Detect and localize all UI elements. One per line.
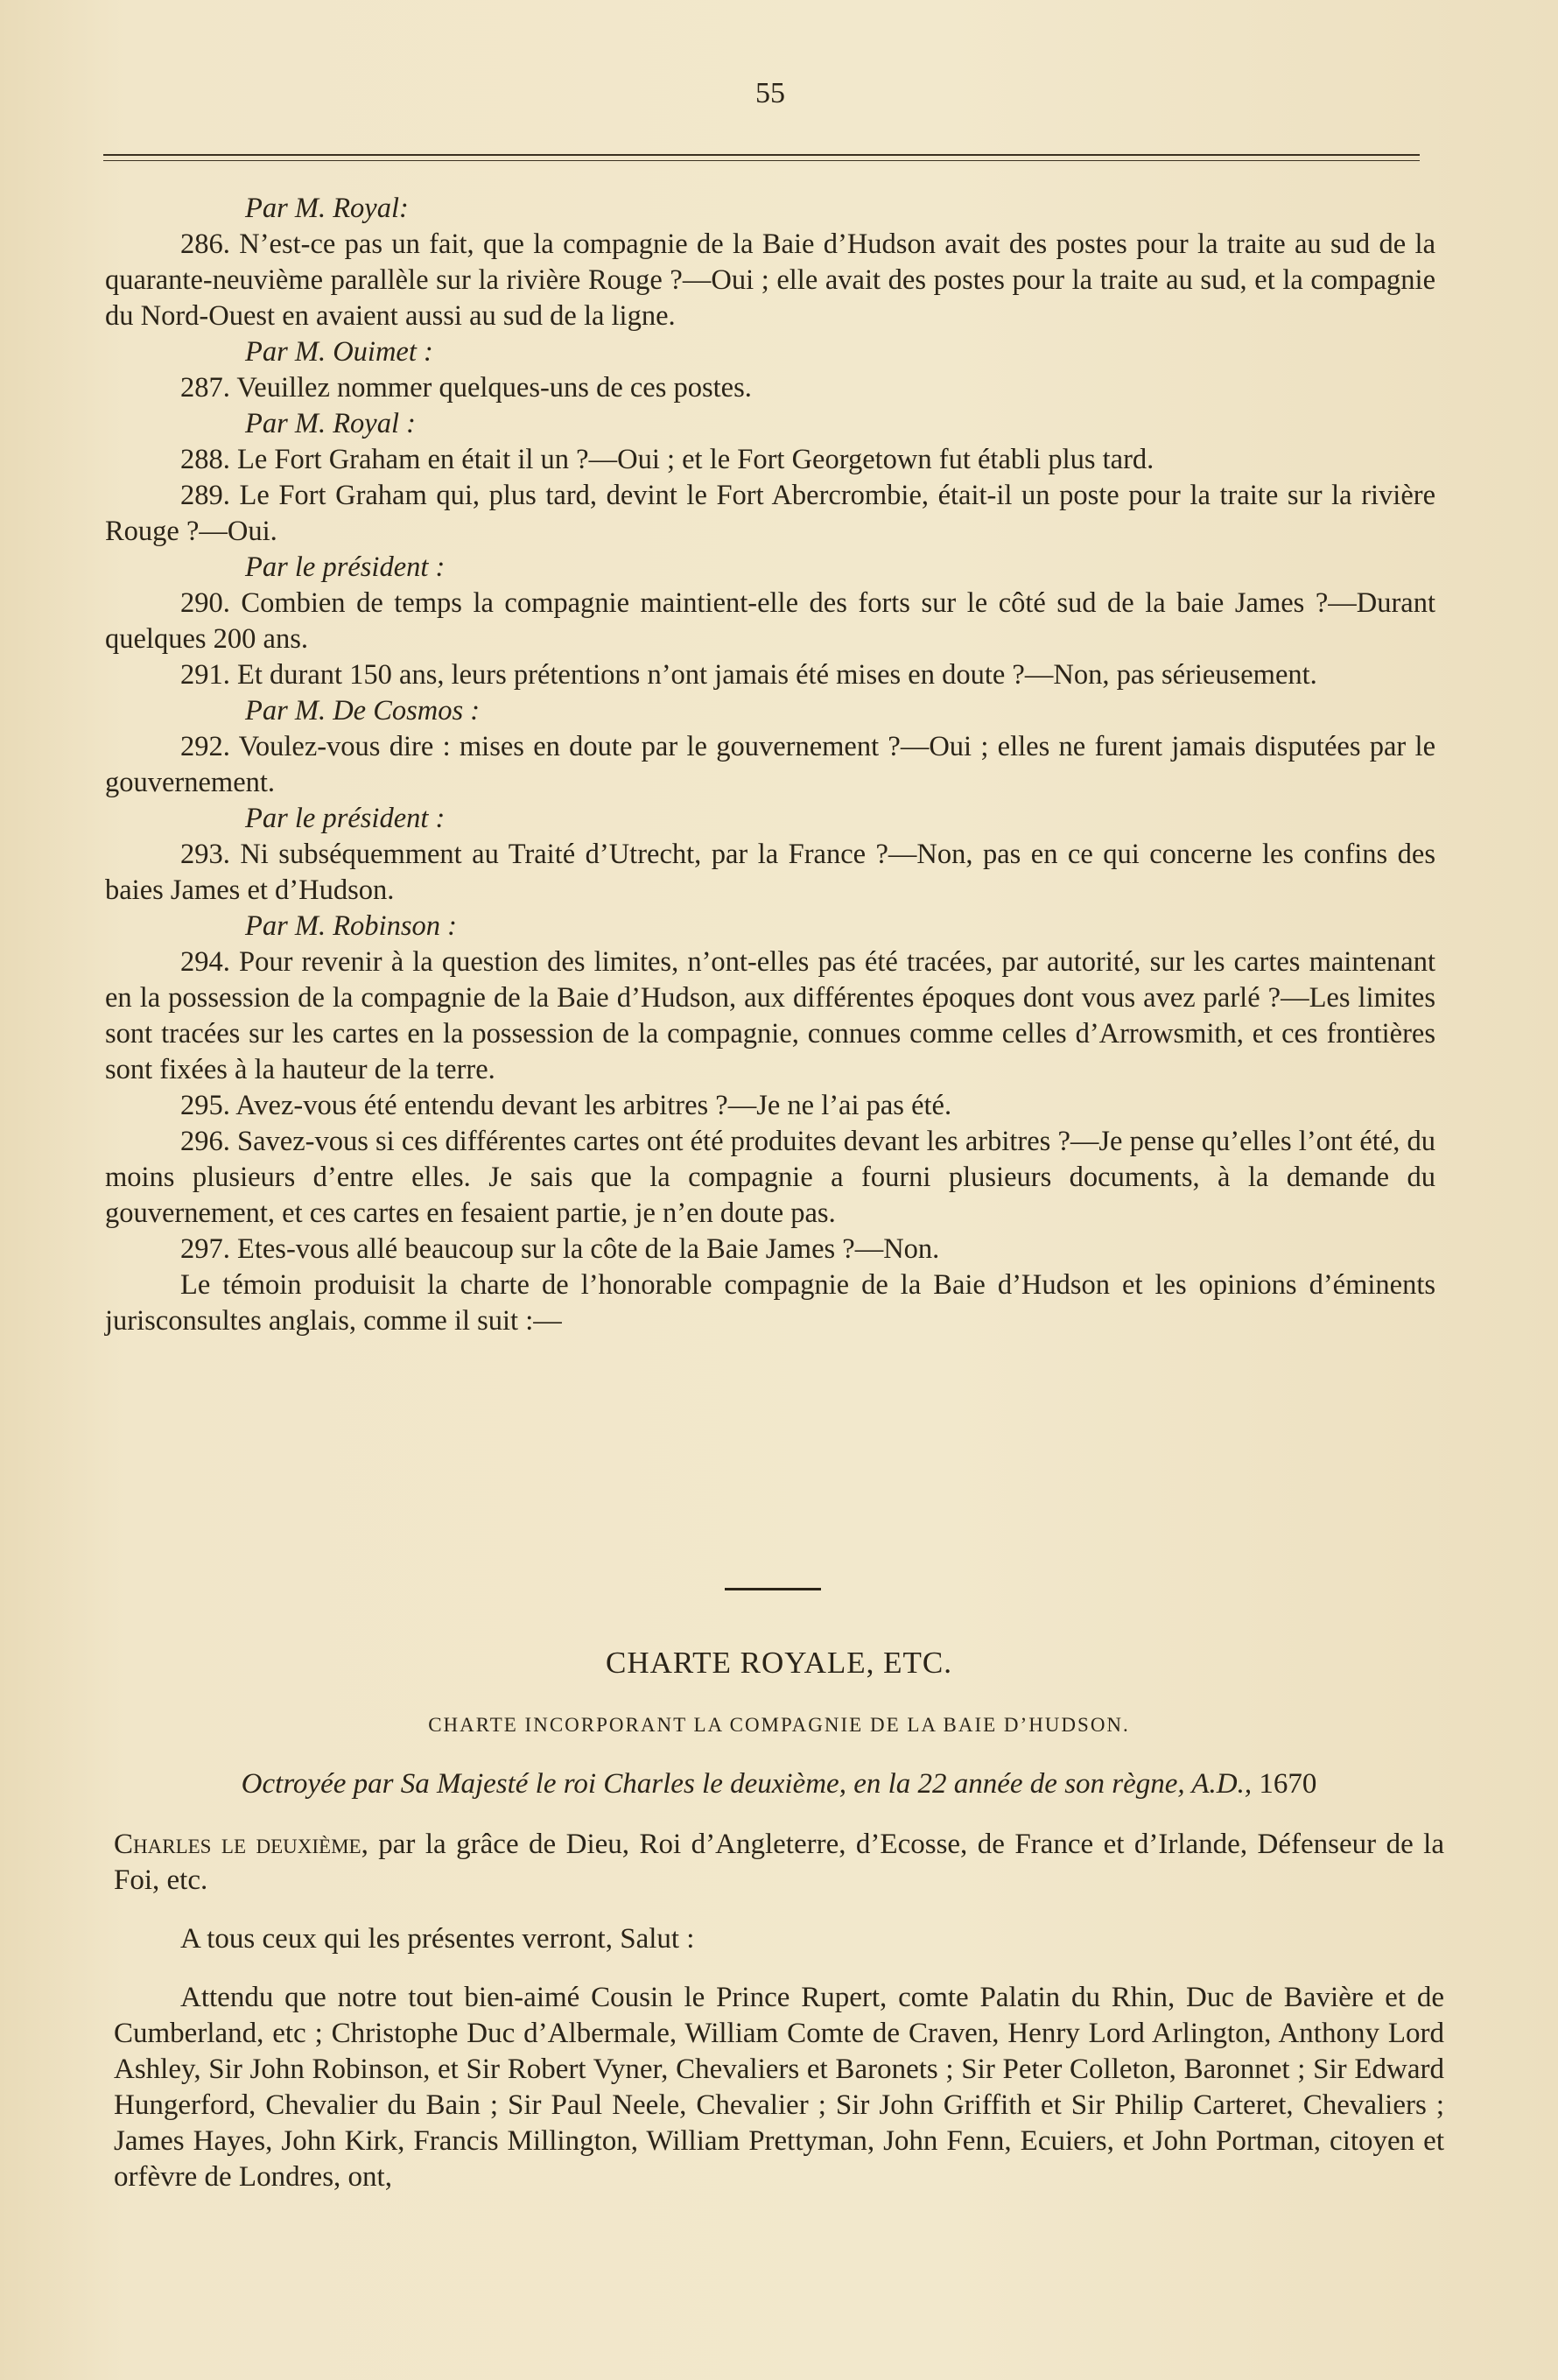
section-divider <box>725 1588 821 1590</box>
charter-granted-line <box>114 1766 1444 1802</box>
charter-body <box>114 1766 1444 2218</box>
testimony-paragraph: 287. Veuillez nommer quelques-uns de ces postes. <box>180 372 752 404</box>
speaker-label: Par M. Royal: <box>245 193 409 224</box>
header-rule-thick <box>103 154 1420 156</box>
testimony-paragraph: 295. Avez-vous été entendu devant les arbitres ?—Je ne l’ai pas été. <box>180 1090 952 1121</box>
testimony-paragraph: 289. Le Fort Graham qui, plus tard, devint le Fort Abercrombie, était-il un poste pour la traite sur la rivière Rouge ?—Oui. <box>105 480 1435 547</box>
testimony-paragraph: 292. Voulez-vous dire : mises en doute par le gouvernement ?—Oui ; elles ne furent jamais disputées par le gouvernement. <box>105 731 1435 798</box>
testimony-paragraph: 286. N’est-ce pas un fait, que la compagnie de la Baie d’Hudson avait des postes pour la traite au sud de la quarante-neuvième parallèle sur la rivière Rouge ?—Oui ; elle avait des postes pour la traite au sud, et la compagnie du Nord-Ouest en avaient aussi au sud de la ligne. <box>105 228 1435 332</box>
speaker-label: Par le président : <box>245 803 446 834</box>
charter-title: CHARTE ROYALE, ETC. <box>605 1646 953 1680</box>
king-name: Charles le deuxième <box>114 1829 361 1860</box>
charter-salutation: A tous ceux qui les présentes verront, Salut : <box>180 1923 695 1955</box>
charter-paragraph: Attendu que notre tout bien-aimé Cousin le Prince Rupert, comte Palatin du Rhin, Duc de Bavière et de Cumberland, etc ; Christophe Duc d’Albermale, William Comte de Craven, Henry Lord Arlington, Anthony Lord Ashley, Sir John Robinson, et Sir Robert Vyner, Chevaliers et Baronets ; Sir Peter Colleton, Baronnet ; Sir Edward Hungerford, Chevalier du Bain ; Sir Paul Neele, Chevalier ; Sir John Griffith et Sir Philip Carteret, Chevaliers ; James Hayes, John Kirk, Francis Millington, William Prettyman, John Fenn, Ecuiers, et John Portman, citoyen et orfèvre de Londres, ont, <box>114 1982 1444 2193</box>
testimony-paragraph: 288. Le Fort Graham en était il un ?—Oui ; et le Fort Georgetown fut établi plus tard. <box>180 444 1154 475</box>
charter-granted-year: 1670 <box>1259 1768 1317 1800</box>
testimony-paragraph: Le témoin produisit la charte de l’honorable compagnie de la Baie d’Hudson et les opinions d’éminents jurisconsultes anglais, comme il suit :— <box>105 1269 1435 1337</box>
speaker-label: Par le président : <box>245 551 446 583</box>
testimony-paragraph: 296. Savez-vous si ces différentes cartes ont été produites devant les arbitres ?—Je pense qu’elles l’ont été, du moins plusieurs d’entre elles. Je sais que la compagnie a fourni plusieurs documents, à la demande du gouvernement, et ces cartes en fesaient partie, je n’en doute pas. <box>105 1126 1435 1229</box>
charter-paragraph-text: , par la grâce de Dieu, Roi d’Angleterre, d’Ecosse, de France et d’Irlande, Défenseur de la Foi, etc. <box>114 1829 1444 1896</box>
testimony-paragraph: 293. Ni subséquemment au Traité d’Utrecht, par la France ?—Non, pas en ce qui concerne les confins des baies James et d’Hudson. <box>105 839 1435 906</box>
speaker-label: Par M. Robinson : <box>245 910 457 942</box>
testimony-paragraph: 294. Pour revenir à la question des limites, n’ont-elles pas été tracées, par autorité, sur les cartes maintenant en la possession de la compagnie de la Baie d’Hudson, aux différentes époques dont vous avez parlé ?—Les limites sont tracées sur les cartes en la possession de la compagnie, connues comme celles d’Arrowsmith, et ces frontières sont fixées à la hauteur de la terre. <box>105 946 1435 1085</box>
header-rule-thin <box>103 160 1420 161</box>
testimony-paragraph: 291. Et durant 150 ans, leurs prétentions n’ont jamais été mises en doute ?—Non, pas sérieusement. <box>180 659 1317 691</box>
speaker-label: Par M. De Cosmos : <box>245 695 481 727</box>
charter-granted-text: Octroyée par Sa Majesté le roi Charles le deuxième, en la 22 année de son règne, A.D., <box>241 1768 1253 1800</box>
page-number: 55 <box>755 77 785 109</box>
speaker-label: Par M. Royal : <box>245 408 416 439</box>
charter-paragraph <box>114 1827 1444 1899</box>
testimony-paragraph: 290. Combien de temps la compagnie maintient-elle des forts sur le côté sud de la baie James ?—Durant quelques 200 ans. <box>105 587 1435 655</box>
speaker-label: Par M. Ouimet : <box>245 336 433 368</box>
charter-subtitle: CHARTE INCORPORANT LA COMPAGNIE DE LA BAIE D’HUDSON. <box>428 1714 1130 1736</box>
testimony-paragraph: 297. Etes-vous allé beaucoup sur la côte de la Baie James ?—Non. <box>180 1233 940 1265</box>
testimony-section <box>105 191 1435 1339</box>
